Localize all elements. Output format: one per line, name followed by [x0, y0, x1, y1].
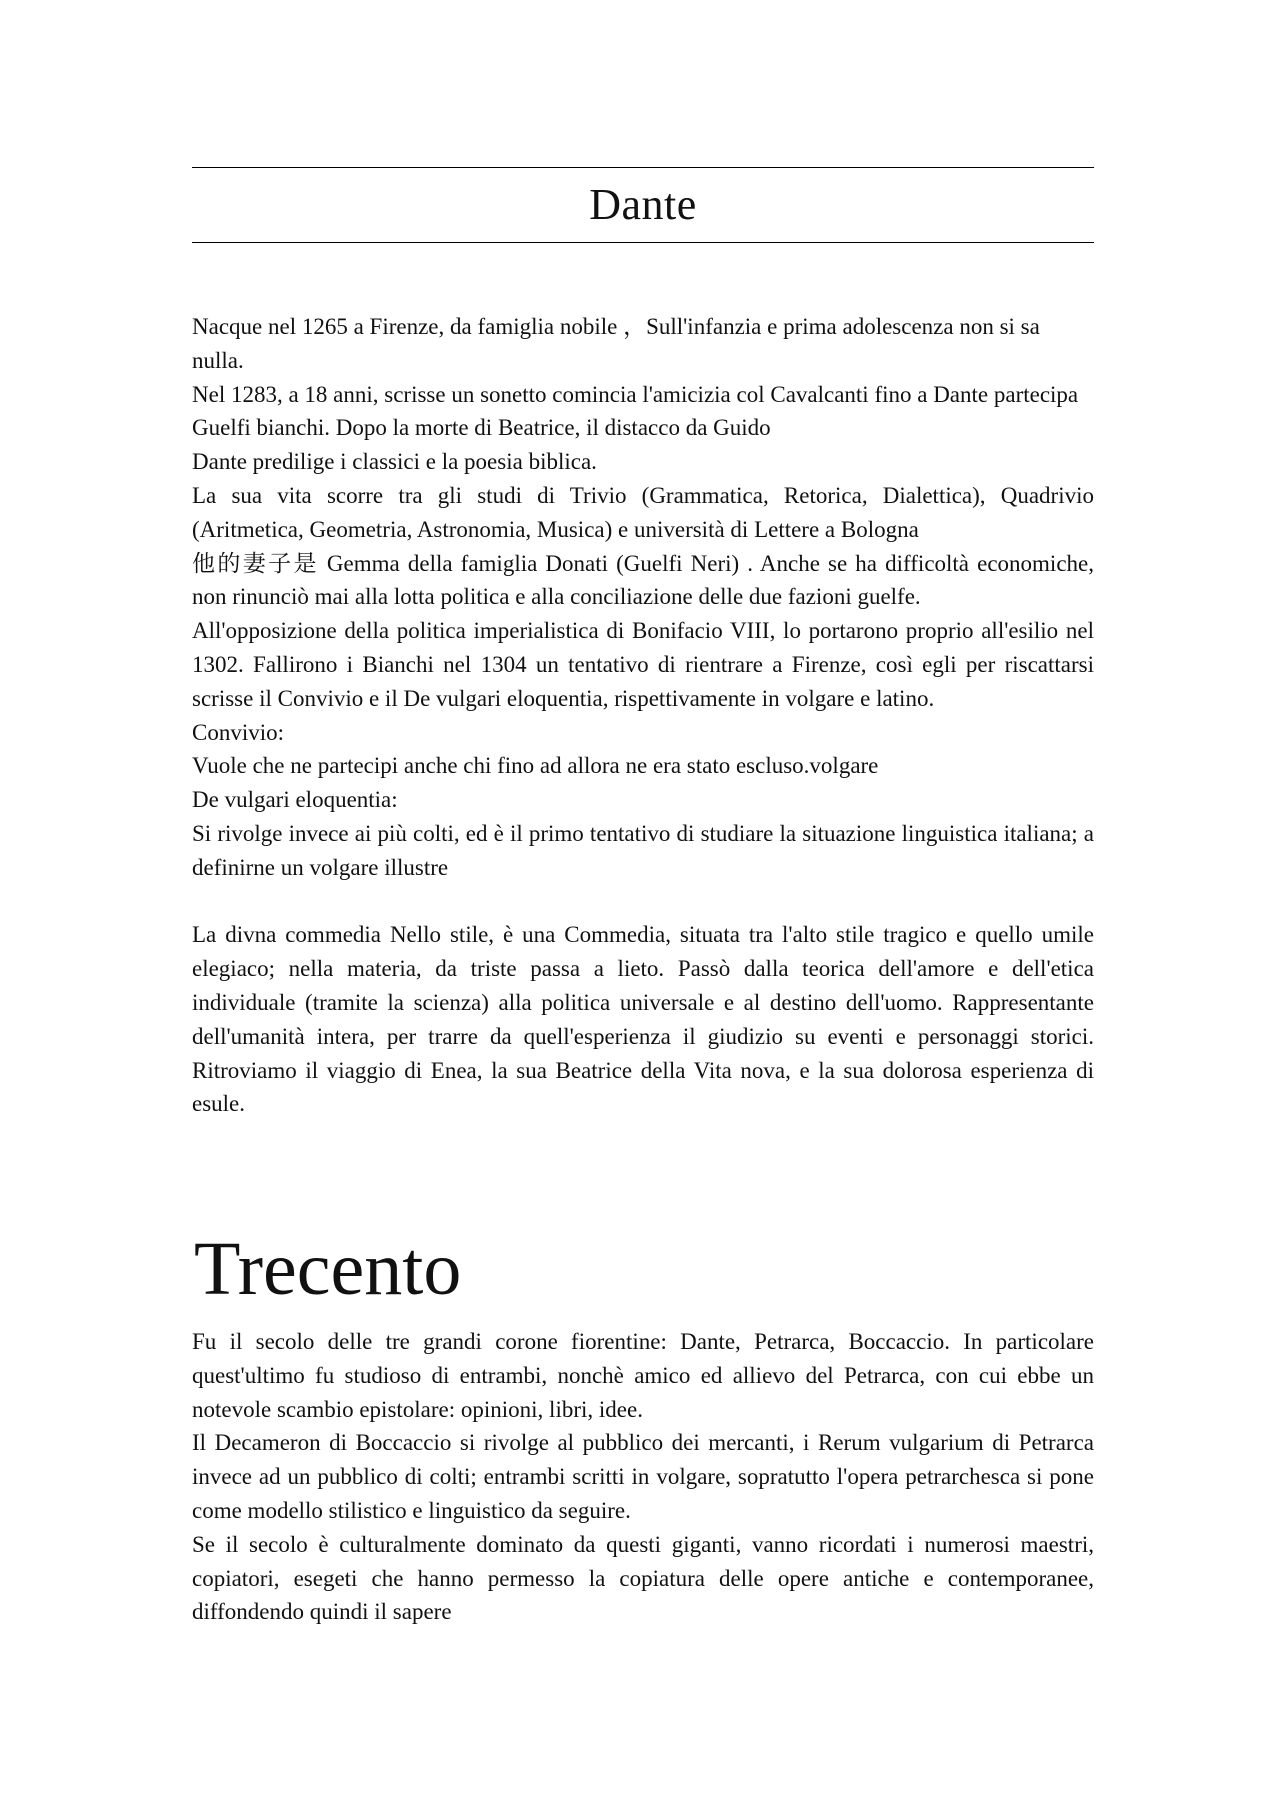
paragraph-vulgari-text: Si rivolge invece ai più colti, ed è il primo tentativo di studiare la situazione linguistica italiana; a definirne un volgare illustre — [192, 820, 1094, 880]
trecento-section — [192, 1325, 1094, 1629]
paragraph-studies: La sua vita scorre tra gli studi di Trivio (Grammatica, Retorica, Dialettica), Quadrivio (Aritmetica, Geometria, Astronomia, Musica) e università di Lettere a Bologna — [192, 482, 1094, 542]
paragraph-maestri: Se il secolo è culturalmente dominato da questi giganti, vanno ricordati i numerosi maestri, copiatori, esegeti che hanno permesso la copiatura delle opere antiche e contemporanee, diffondendo quindi il sapere — [192, 1531, 1094, 1625]
dante-section — [192, 310, 1094, 1121]
blank-line — [192, 885, 1094, 919]
paragraph-classics: Dante predilige i classici e la poesia biblica. — [192, 449, 597, 475]
paragraph-convivio-label: Convivio: — [192, 719, 285, 745]
paragraph-wife: 他的妻子是 Gemma della famiglia Donati (Guelfi Neri) . Anche se ha difficoltà economiche, non rinunciò mai alla lotta politica e alla conciliazione delle due fazioni guelfe. — [192, 550, 1094, 610]
paragraph-convivio-text: Vuole che ne partecipi anche chi fino ad allora ne era stato escluso.volgare — [192, 753, 879, 779]
paragraph-sonnet: Nel 1283, a 18 anni, scrisse un sonetto comincia l'amicizia col Cavalcanti fino a Dante partecipa Guelfi bianchi. Dopo la morte di Beatrice, il distacco da Guido — [192, 381, 1079, 441]
paragraph-vulgari-label: De vulgari eloquentia: — [192, 787, 398, 813]
paragraph-exile: All'opposizione della politica imperialistica di Bonifacio VIII, lo portarono proprio all'esilio nel 1302. Fallirono i Bianchi nel 1304 un tentativo di rientrare a Firenze, così egli per riscattarsi scrisse il Convivio e il De vulgari eloquentia, rispettivamente in volgare e latino. — [192, 618, 1094, 711]
paragraph-decameron: Il Decameron di Boccaccio si rivolge al pubblico dei mercanti, i Rerum vulgarium di Petrarca invece ad un pubblico di colti; entrambi scritti in volgare, sopratutto l'opera petrarchesca si pone come modello stilistico e linguistico da seguire. — [192, 1430, 1094, 1523]
paragraph-commedia: La divna commedia Nello stile, è una Commedia, situata tra l'alto stile tragico e quello umile elegiaco; nella materia, da triste passa a lieto. Passò dalla teorica dell'amore e dell'etica individuale (tramite la scienza) alla politica universale e al destino dell'uomo. Rappresentante dell'umanità intera, per trarre da quell'esperienza il giudizio su eventi e personaggi storici. Ritroviamo il viaggio di Enea, la sua Beatrice della Vita nova, e la sua dolorosa esperienza di esule. — [192, 922, 1094, 1117]
title-block — [192, 167, 1094, 243]
page-title: Dante — [589, 180, 697, 229]
paragraph-birth: Nacque nel 1265 a Firenze, da famiglia nobile ，Sull'infanzia e prima adolescenza non si sa nulla. — [192, 314, 1040, 373]
paragraph-corone: Fu il secolo delle tre grandi corone fiorentine: Dante, Petrarca, Boccaccio. In particolare quest'ultimo fu studioso di entrambi, nonchè amico ed allievo del Petrarca, con cui ebbe un notevole scambio epistolare: opinioni, libri, idee. — [192, 1329, 1094, 1422]
section-heading-trecento: Trecento — [194, 1227, 462, 1311]
